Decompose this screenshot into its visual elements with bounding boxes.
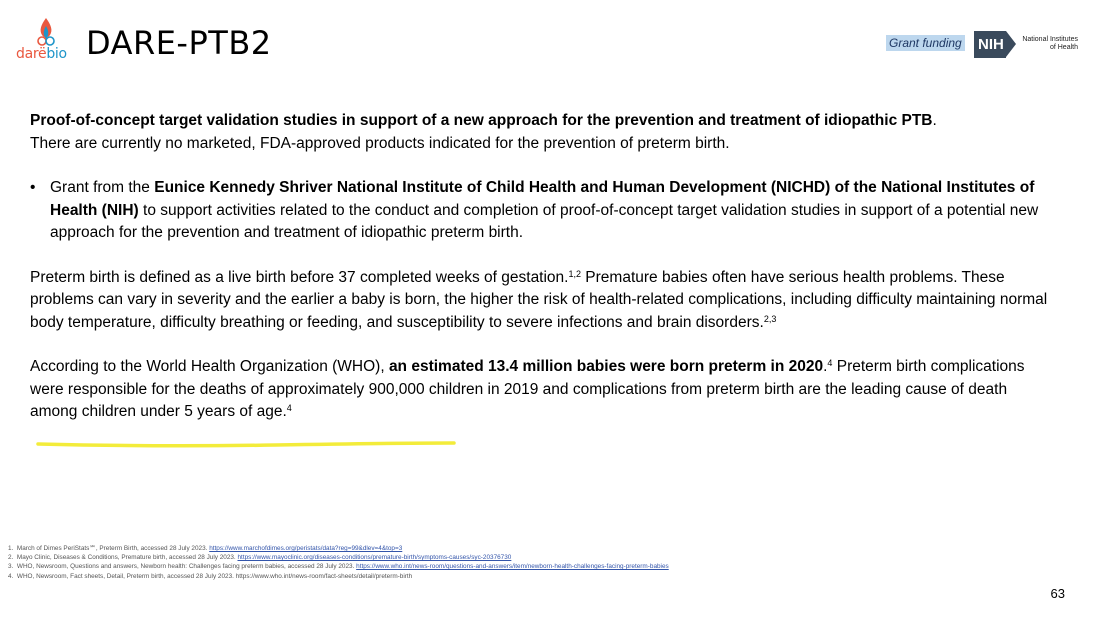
slide-body <box>30 110 1050 424</box>
reference-3-link[interactable]: https://www.who.int/news-room/questions-and-answers/item/newborn-health-challenges-facing-preterm-babies <box>356 563 669 571</box>
logo-wordmark: darëbio <box>16 46 67 62</box>
who-paragraph: According to the World Health Organization (WHO), an estimated 13.4 million babies were born preterm in 2020.$^4$ Preterm birth complications were responsible for the deaths of approximately 900,000 children in 2019 and complications from preterm birth are the leading cause of death among children under 5 years of age.$^4$ <box>30 358 1025 420</box>
intro-line-1: Proof-of-concept target validation studies in support of a new approach for the prevention and treatment of idiopathic PTB. <box>30 112 937 129</box>
page-number: 63 <box>1050 586 1065 601</box>
references-list <box>8 544 1008 581</box>
darebio-logo-icon <box>33 16 59 46</box>
grant-bullet: • Grant from the Eunice Kennedy Shriver National Institute of Child Health and Human Development (NICHD) of the National Institutes of Health (NIH) to support activities related to the conduct and completion of proof-of-concept target validation studies in support of a potential new approach for the prevention and treatment of idiopathic preterm birth. <box>30 177 1050 245</box>
highlight-underline <box>36 440 456 448</box>
reference-2-link[interactable]: https://www.mayoclinic.org/diseases-conditions/premature-birth/symptoms-causes/syc-20376730 <box>237 554 512 562</box>
reference-1-link[interactable]: https://www.marchofdimes.org/peristats/data?reg=99&dlev=4&top=3 <box>209 545 403 552</box>
nih-full-name: National Institutes of Health <box>1022 36 1078 51</box>
bullet-bold: Eunice Kennedy Shriver National Institute of Child Health and Human Development (NICHD) of the National Institutes of Health (NIH) <box>50 179 1035 219</box>
slide-title: DARE-PTB2 <box>86 24 272 62</box>
intro-line-2: There are currently no marketed, FDA-approved products indicated for the prevention of preterm birth. <box>30 134 730 152</box>
who-bold: an estimated 13.4 million babies were born preterm in 2020 <box>388 358 824 375</box>
grant-funding-label: Grant funding <box>886 35 965 51</box>
reference-1: 1. March of Dimes PeriStats℠, Preterm Birth, accessed 28 July 2023. https://www.marchofdimes.org/peristats/data?reg=99&dlev=4&top=3 <box>8 545 403 552</box>
darebio-logo <box>16 16 76 64</box>
reference-2: 2. Mayo Clinic, Diseases & Conditions, Premature birth, accessed 28 July 2023. https://www.mayoclinic.org/diseases-conditions/premature-birth/symptoms-causes/syc-20376730 <box>8 554 512 562</box>
intro-bold: Proof-of-concept target validation studies in support of a new approach for the prevention and treatment of idiopathic PTB <box>30 112 933 129</box>
nih-abbrev: NIH <box>974 31 1006 58</box>
nih-arrow-icon <box>1006 31 1016 57</box>
reference-4: 4. WHO, Newsroom, Fact sheets, Detail, Preterm birth, accessed 28 July 2023. https://www.who.int/news-room/fact-sheets/detail/preterm-birth <box>8 572 413 580</box>
reference-3: 3. WHO, Newsroom, Questions and answers, Newborn health: Challenges facing preterm babies, accessed 28 July 2023. https://www.who.int/news-room/questions-and-answers/item/newborn-health-challenges-facing-preterm-babies <box>8 563 669 571</box>
preterm-definition-paragraph: Preterm birth is defined as a live birth before 37 completed weeks of gestation.$^{1,2}$ Premature babies often have serious health problems. These problems can vary in severity and the earlier a baby is born, the higher the risk of health-related complications, including difficulty maintaining normal body temperature, difficulty breathing or feeding, and susceptibility to severe infections and brain disorders.$^{2,3}$ <box>30 268 1048 331</box>
